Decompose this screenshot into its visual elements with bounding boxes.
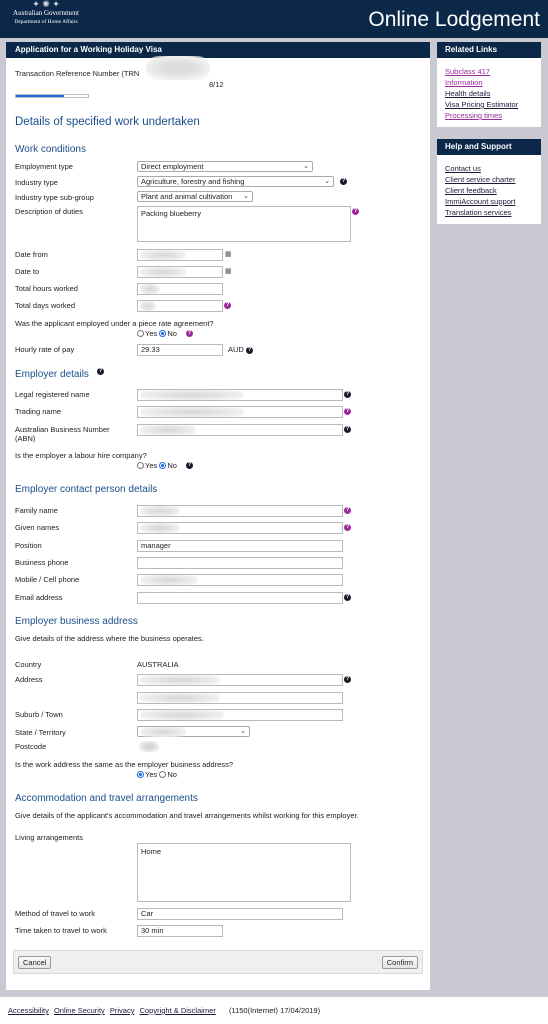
piece-rate-question: Was the applicant employed under a piece rate agreement? — [15, 319, 214, 328]
section-contact-person: Employer contact person details — [15, 484, 158, 495]
redacted-value — [140, 575, 198, 585]
family-name-label: Family name — [15, 506, 58, 515]
travel-method-input[interactable] — [137, 908, 343, 920]
employment-type-value: Direct employment — [141, 162, 204, 171]
help-icon[interactable]: ? — [98, 368, 103, 374]
living-arrangements-value: Home — [141, 847, 162, 856]
support-link-service-charter[interactable]: Client service charter — [445, 175, 516, 184]
living-arrangements-textarea[interactable] — [137, 843, 351, 902]
progress-bar-fill — [16, 95, 64, 97]
hourly-rate-value: 29.33 — [141, 345, 160, 354]
footer-link-copyright[interactable]: Copyright & Disclaimer — [139, 1006, 216, 1015]
related-link-visa-pricing[interactable]: Visa Pricing Estimator — [445, 100, 519, 109]
help-icon[interactable]: ? — [187, 330, 192, 336]
chevron-down-icon: ⌄ — [303, 163, 309, 170]
abn-label-line2: (ABN) — [15, 434, 36, 443]
form-panel-title: Application for a Working Holiday Visa — [6, 42, 430, 58]
industry-type-select[interactable] — [137, 176, 334, 187]
piece-rate-radio-group — [137, 329, 177, 339]
labour-hire-yes-label: Yes — [145, 461, 158, 470]
currency-label: AUD — [228, 345, 244, 354]
help-support-title: Help and Support — [437, 139, 541, 155]
employment-type-select[interactable] — [137, 161, 313, 172]
piece-rate-yes-radio[interactable] — [137, 330, 144, 337]
industry-subgroup-value: Plant and animal cultivation — [141, 192, 233, 201]
redacted-value — [140, 425, 196, 435]
same-address-yes-radio[interactable] — [137, 771, 144, 778]
help-icon[interactable]: ? — [345, 507, 350, 513]
state-label: State / Territory — [15, 728, 66, 737]
hourly-rate-label: Hourly rate of pay — [15, 345, 75, 354]
postcode-label: Postcode — [15, 742, 47, 751]
calendar-icon[interactable]: ▦ — [225, 268, 232, 275]
redacted-value — [140, 675, 220, 685]
help-icon[interactable]: ? — [345, 408, 350, 414]
section-business-address: Employer business address — [15, 616, 138, 627]
abn-input[interactable] — [137, 424, 343, 436]
related-links-panel — [437, 42, 541, 127]
help-icon[interactable]: ? — [345, 524, 350, 530]
labour-hire-radio-group — [137, 461, 177, 471]
travel-time-label: Time taken to travel to work — [15, 926, 107, 935]
employment-type-label: Employment type — [15, 162, 73, 171]
duties-textarea[interactable] — [137, 206, 351, 242]
industry-subgroup-select[interactable] — [137, 191, 253, 202]
total-days-label: Total days worked — [15, 301, 76, 310]
same-address-no-radio[interactable] — [159, 771, 166, 778]
help-icon[interactable]: ? — [353, 208, 358, 214]
travel-method-label: Method of travel to work — [15, 909, 96, 918]
redacted-value — [140, 523, 180, 533]
help-support-panel — [437, 139, 541, 224]
support-link-client-feedback[interactable]: Client feedback — [445, 186, 497, 195]
support-link-contact-us[interactable]: Contact us — [445, 164, 481, 173]
trading-name-input[interactable] — [137, 406, 343, 418]
app-title: Online Lodgement — [368, 8, 540, 31]
hourly-rate-input[interactable] — [137, 344, 223, 356]
footer-link-accessibility[interactable]: Accessibility — [8, 1006, 49, 1015]
same-address-yes-label: Yes — [145, 770, 158, 779]
same-address-question: Is the work address the same as the employer business address? — [15, 760, 234, 769]
help-icon[interactable]: ? — [341, 178, 346, 184]
trn-label: Transaction Reference Number (TRN — [15, 69, 140, 78]
help-icon[interactable]: ? — [345, 594, 350, 600]
related-links-list — [437, 58, 541, 127]
build-info: (1150(Internet) 17/04/2019) — [228, 1006, 321, 1015]
help-icon[interactable]: ? — [345, 676, 350, 682]
related-link-processing-times[interactable]: Processing times — [445, 111, 503, 120]
business-phone-input[interactable] — [137, 557, 343, 569]
progress-bar — [15, 94, 89, 98]
page-title: Details of specified work undertaken — [15, 116, 200, 128]
labour-hire-yes-radio[interactable] — [137, 462, 144, 469]
date-to-label: Date to — [15, 267, 40, 276]
redacted-value — [140, 693, 220, 703]
legal-name-label: Legal registered name — [15, 390, 90, 399]
redacted-value — [140, 710, 224, 720]
business-phone-label: Business phone — [15, 558, 69, 567]
business-address-intro: Give details of the address where the business operates. — [15, 634, 204, 643]
address-label: Address — [15, 675, 43, 684]
position-input[interactable] — [137, 540, 343, 552]
trn-redacted — [146, 56, 210, 80]
help-icon[interactable]: ? — [247, 347, 252, 353]
redacted-value — [140, 727, 186, 737]
email-label: Email address — [15, 593, 63, 602]
footer — [0, 997, 548, 1024]
date-to-input[interactable] — [137, 266, 223, 278]
state-select[interactable] — [137, 726, 250, 737]
total-hours-input[interactable] — [137, 283, 223, 295]
chevron-down-icon: ⌄ — [240, 728, 246, 735]
date-from-label: Date from — [15, 250, 48, 259]
logo-line-government: Australian Government — [13, 9, 79, 17]
footer-link-privacy[interactable]: Privacy — [109, 1006, 135, 1015]
calendar-icon[interactable]: ▦ — [225, 251, 232, 258]
logo-line-department: Department of Home Affairs — [14, 19, 78, 25]
help-icon[interactable]: ? — [345, 426, 350, 432]
position-value: manager — [141, 541, 171, 550]
redacted-value — [140, 390, 244, 400]
suburb-input[interactable] — [137, 709, 343, 721]
redacted-value — [140, 407, 244, 417]
related-link-information[interactable]: Information — [445, 78, 483, 87]
help-icon[interactable]: ? — [187, 462, 192, 468]
address-line1-input[interactable] — [137, 674, 343, 686]
accommodation-intro: Give details of the applicant's accommodation and travel arrangements whilst working for this employer. — [15, 811, 359, 820]
labour-hire-question: Is the employer a labour hire company? — [15, 451, 147, 460]
travel-time-input[interactable] — [137, 925, 223, 937]
redacted-value — [140, 284, 160, 294]
redacted-value — [140, 506, 180, 516]
labour-hire-no-label: No — [167, 461, 177, 470]
support-link-immiaccount[interactable]: ImmiAccount support — [445, 197, 516, 206]
chevron-down-icon: ⌄ — [243, 193, 249, 200]
living-arrangements-label: Living arrangements — [15, 833, 83, 842]
total-days-input[interactable] — [137, 300, 223, 312]
same-address-radio-group — [137, 770, 177, 780]
suburb-label: Suburb / Town — [15, 710, 63, 719]
top-banner — [0, 0, 548, 38]
redacted-value — [140, 267, 186, 277]
abn-label-line1: Australian Business Number — [15, 425, 110, 434]
address-line2-input[interactable] — [137, 692, 343, 704]
country-label: Country — [15, 660, 42, 669]
postcode-redacted — [139, 741, 159, 752]
section-employer-details: Employer details — [15, 369, 89, 380]
labour-hire-no-radio[interactable] — [159, 462, 166, 469]
redacted-value — [140, 250, 186, 260]
help-icon[interactable]: ? — [225, 302, 230, 308]
family-name-input[interactable] — [137, 505, 343, 517]
crest-icon: ✦ ✺ ✦ — [32, 0, 60, 9]
government-logo — [6, 0, 86, 36]
form-panel — [6, 42, 430, 990]
related-link-health-details[interactable]: Health details — [445, 89, 491, 98]
support-link-translation[interactable]: Translation services — [445, 208, 512, 217]
piece-rate-no-label: No — [167, 329, 177, 338]
section-work-conditions: Work conditions — [15, 144, 86, 155]
page-progress-text: 8/12 — [209, 80, 224, 89]
confirm-button[interactable]: Confirm — [382, 956, 418, 969]
given-names-label: Given names — [15, 523, 60, 532]
industry-subgroup-label: Industry type sub-group — [15, 193, 94, 202]
total-hours-label: Total hours worked — [15, 284, 78, 293]
mobile-input[interactable] — [137, 574, 343, 586]
chevron-down-icon: ⌄ — [324, 178, 330, 185]
mobile-label: Mobile / Cell phone — [15, 575, 80, 584]
date-from-input[interactable] — [137, 249, 223, 261]
industry-type-label: Industry type — [15, 178, 58, 187]
duties-value: Packing blueberry — [141, 209, 202, 218]
position-label: Position — [15, 541, 42, 550]
legal-name-input[interactable] — [137, 389, 343, 401]
duties-label: Description of duties — [15, 207, 83, 216]
travel-time-value: 30 min — [141, 926, 164, 935]
trading-name-label: Trading name — [15, 407, 61, 416]
country-value: AUSTRALIA — [137, 660, 179, 669]
piece-rate-yes-label: Yes — [145, 329, 158, 338]
industry-type-value: Agriculture, forestry and fishing — [141, 177, 245, 186]
cancel-button[interactable]: Cancel — [18, 956, 51, 969]
related-links-title: Related Links — [437, 42, 541, 58]
section-accommodation: Accommodation and travel arrangements — [15, 793, 198, 804]
travel-method-value: Car — [141, 909, 154, 918]
footer-link-online-security[interactable]: Online Security — [53, 1006, 105, 1015]
help-support-list — [437, 155, 541, 224]
redacted-value — [140, 301, 156, 311]
help-icon[interactable]: ? — [345, 391, 350, 397]
email-input[interactable] — [137, 592, 343, 604]
related-link-subclass-417[interactable]: Subclass 417 — [445, 67, 491, 76]
same-address-no-label: No — [167, 770, 177, 779]
piece-rate-no-radio[interactable] — [159, 330, 166, 337]
given-names-input[interactable] — [137, 522, 343, 534]
button-bar — [13, 950, 423, 974]
